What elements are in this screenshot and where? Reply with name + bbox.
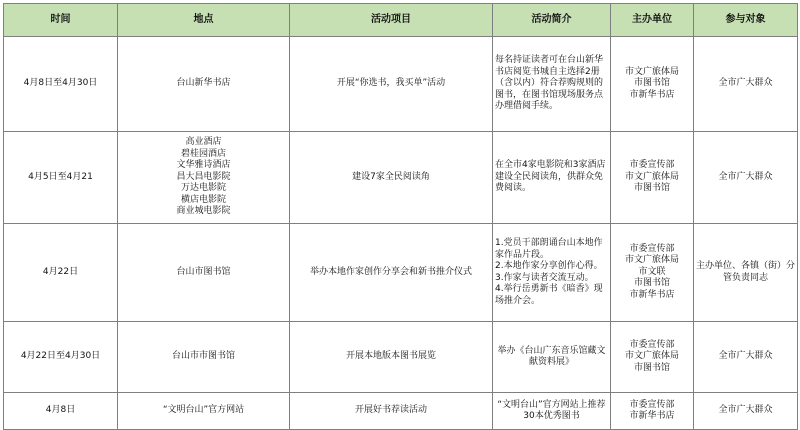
cell-intro — [493, 37, 611, 132]
cell-audience: 主办单位、各镇（街）分管负责同志 — [694, 224, 798, 322]
place-line: 台山市图书馆 — [176, 266, 231, 277]
cell-intro — [493, 393, 611, 430]
organizer-line: 市委宣传部 — [629, 160, 675, 171]
cell-project: 开展“你选书，我买单”活动 — [290, 37, 493, 132]
header-place: 地点 — [118, 4, 290, 37]
place-line: 文华雅诗酒店 — [176, 160, 231, 171]
organizer-line: 市文广旅体局 — [624, 171, 679, 182]
intro-line: “文明台山”官方网站上推荐30本优秀图书 — [497, 399, 606, 421]
place-line: 台山新华书店 — [176, 78, 231, 89]
place-line: 横店电影院 — [180, 194, 226, 205]
organizer-line: 市委宣传部 — [629, 339, 675, 350]
table-row — [4, 393, 798, 430]
table-row — [4, 224, 798, 322]
cell-time: 4月8日至4月30日 — [4, 37, 118, 132]
place-line: 万达电影院 — [180, 183, 226, 194]
organizer-line: 市新华书店 — [629, 289, 675, 300]
intro-line: 每名持证读者可在台山新华书店阅览书城自主选择2册（含以内）符合荐购规则的图书，在图书馆现场服务点办理借阅手续。 — [495, 55, 604, 112]
header-intro: 活动简介 — [493, 4, 611, 37]
cell-place — [118, 393, 290, 430]
cell-place — [118, 224, 290, 322]
header-organizer: 主办单位 — [611, 4, 694, 37]
intro-line: 举办《台山广东音乐馆藏文献资料展》 — [497, 345, 606, 367]
intro-line: 1.党员干部朗诵台山本地作家作品片段。 — [495, 238, 603, 260]
organizer-line: 市文广旅体局 — [624, 66, 679, 77]
organizer-line: 市图书馆 — [633, 78, 670, 89]
cell-audience: 全市广大群众 — [694, 393, 798, 430]
cell-organizer — [611, 322, 694, 393]
table-row — [4, 37, 798, 132]
place-line: 碧桂园酒店 — [180, 148, 226, 159]
cell-place — [118, 37, 290, 132]
cell-place — [118, 132, 290, 224]
header-project: 活动项目 — [290, 4, 493, 37]
cell-organizer — [611, 37, 694, 132]
organizer-line: 市文联 — [638, 266, 666, 277]
cell-audience: 全市广大群众 — [694, 322, 798, 393]
cell-project: 建设7家全民阅读角 — [290, 132, 493, 224]
place-line: 昌大昌电影院 — [176, 171, 231, 182]
cell-time: 4月5日至4月21 — [4, 132, 118, 224]
cell-organizer — [611, 393, 694, 430]
cell-time: 4月22日至4月30日 — [4, 322, 118, 393]
intro-line: 3.作家与读者交流互动。 — [495, 272, 594, 283]
cell-project: 开展好书荐读活动 — [290, 393, 493, 430]
organizer-line: 市图书馆 — [633, 362, 670, 373]
cell-place — [118, 322, 290, 393]
cell-project: 开展本地版本图书展览 — [290, 322, 493, 393]
place-line: 高业酒店 — [185, 137, 222, 148]
organizer-line: 市文广旅体局 — [624, 255, 679, 266]
cell-time: 4月8日 — [4, 393, 118, 430]
cell-audience: 全市广大群众 — [694, 132, 798, 224]
place-line: 商业城电影院 — [176, 206, 231, 217]
cell-intro — [493, 322, 611, 393]
organizer-line: 市委宣传部 — [629, 243, 675, 254]
cell-intro — [493, 224, 611, 322]
organizer-line: 市新华书店 — [629, 89, 675, 100]
organizer-line: 市图书馆 — [633, 278, 670, 289]
intro-line: 2.本地作家分享创作心得。 — [495, 261, 603, 271]
table-header-row — [4, 4, 798, 37]
intro-line: 在全市4家电影院和3家酒店建设全民阅读角，供群众免费阅读。 — [495, 160, 606, 194]
cell-audience: 全市广大群众 — [694, 37, 798, 132]
table-row — [4, 322, 798, 393]
cell-time: 4月22日 — [4, 224, 118, 322]
organizer-line: 市文广旅体局 — [624, 351, 679, 362]
organizer-line: 市委宣传部 — [629, 399, 675, 410]
cell-organizer — [611, 224, 694, 322]
table-row — [4, 132, 798, 224]
intro-line: 4.举行岳勇新书《暗香》现场推介会。 — [495, 284, 603, 306]
place-line: “文明台山”官方网站 — [162, 405, 245, 416]
activity-table — [3, 3, 798, 430]
cell-intro — [493, 132, 611, 224]
header-audience: 参与对象 — [694, 4, 798, 37]
cell-organizer — [611, 132, 694, 224]
organizer-line: 市图书馆 — [633, 183, 670, 194]
organizer-line: 市新华书店 — [629, 411, 675, 421]
place-line: 台山市市图书馆 — [171, 351, 235, 362]
header-time: 时间 — [4, 4, 118, 37]
cell-project: 举办本地作家创作分享会和新书推介仪式 — [290, 224, 493, 322]
